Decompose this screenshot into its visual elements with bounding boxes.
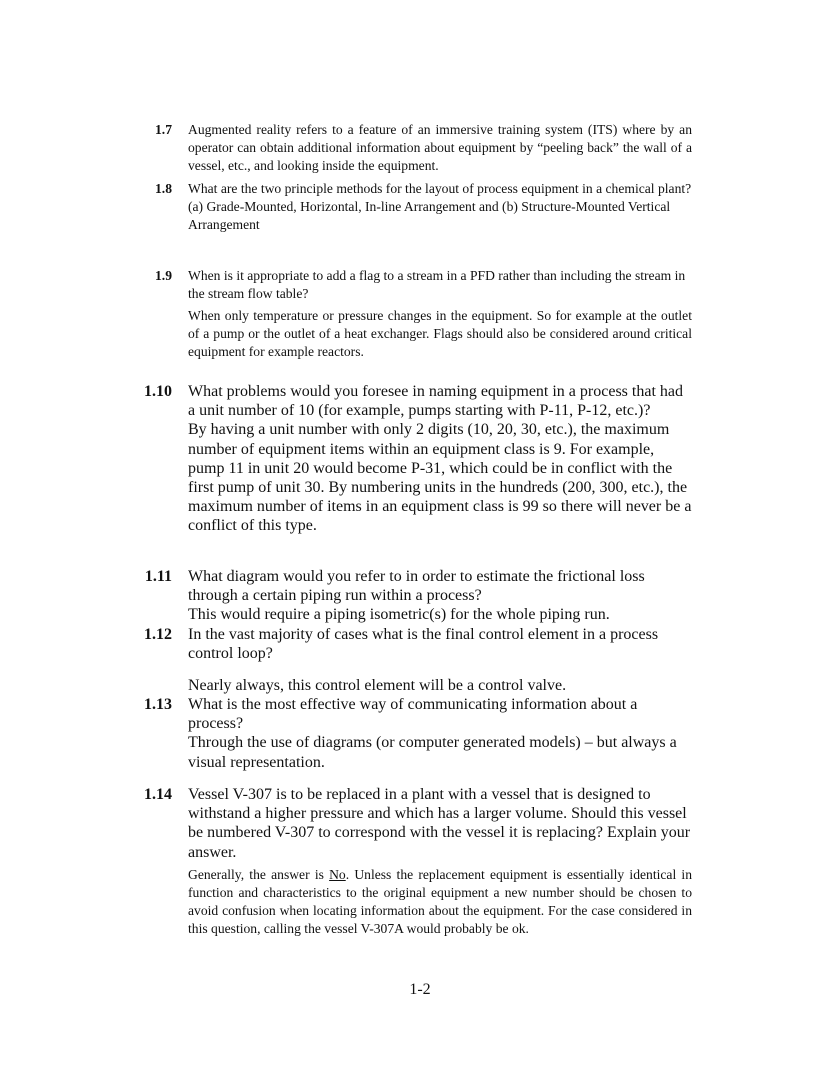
page-number: 1-2 bbox=[409, 981, 431, 998]
question-1-13 bbox=[140, 695, 692, 772]
question-text: In the vast majority of cases what is the final control element in a process control loop? bbox=[188, 626, 659, 663]
answer-text: This would require a piping isometric(s) for the whole piping run. bbox=[188, 606, 610, 624]
answer-post: . Unless the replacement equipment is essentially identical in function and characteristics to the original equipment a new number should be chosen to avoid confusion when locating information about the equipment. For the case considered in this question, calling the vessel V-307A would probably be ok. bbox=[188, 866, 693, 936]
question-number: 1.8 bbox=[155, 181, 172, 196]
question-text: Augmented reality refers to a feature of an immersive training system (ITS) where by an operator can obtain additional information about equipment by “peeling back” the wall of a vessel, etc., and looking inside the equipment. bbox=[188, 122, 692, 173]
question-1-14 bbox=[140, 785, 692, 938]
answer-text: (a) Grade-Mounted, Horizontal, In-line Arrangement and (b) Structure-Mounted Vertical Arrangement bbox=[188, 199, 671, 232]
question-1-8 bbox=[140, 180, 692, 234]
question-number: 1.12 bbox=[144, 626, 172, 643]
question-1-11 bbox=[140, 567, 692, 625]
question-number: 1.11 bbox=[144, 568, 172, 585]
question-number: 1.10 bbox=[144, 383, 172, 400]
question-1-12 bbox=[140, 625, 692, 696]
answer-text: Nearly always, this control element will be a control valve. bbox=[188, 677, 567, 695]
answer-pre: Generally, the answer is bbox=[188, 866, 330, 882]
question-text: When is it appropriate to add a flag to a stream in a PFD rather than including the stream in the stream flow table? bbox=[188, 268, 686, 301]
answer-emphasis: No bbox=[329, 866, 346, 882]
question-number: 1.9 bbox=[155, 268, 172, 283]
question-text: What diagram would you refer to in order to estimate the frictional loss through a certain piping run within a process? bbox=[188, 568, 645, 605]
question-1-7 bbox=[140, 121, 692, 175]
question-1-10 bbox=[140, 382, 692, 536]
question-1-9 bbox=[140, 267, 692, 361]
answer-text: By having a unit number with only 2 digits (10, 20, 30, etc.), the maximum number of equipment items within an equipment class is 9. For example, pump 11 in unit 20 would become P-31, which could be in conflict with the first pump of unit 30. By numbering units in the hundreds (200, 300, etc.), the maximum number of items in an equipment class is 99 so there will never be a conflict of this type. bbox=[188, 421, 692, 535]
question-number: 1.13 bbox=[144, 696, 172, 713]
question-number: 1.14 bbox=[144, 786, 172, 803]
question-text: What problems would you foresee in naming equipment in a process that had a unit number of 10 (for example, pumps starting with P-11, P-12, etc.)? bbox=[188, 383, 683, 420]
answer-text bbox=[188, 866, 692, 938]
question-text: Vessel V-307 is to be replaced in a plant with a vessel that is designed to withstand a higher pressure and which has a larger volume. Should this vessel be numbered V-307 to correspond with the vessel it is replacing? Explain your answer. bbox=[188, 786, 691, 861]
question-number: 1.7 bbox=[155, 122, 172, 137]
question-text: What are the two principle methods for the layout of process equipment in a chemical plant? bbox=[188, 181, 692, 196]
answer-text: When only temperature or pressure changes in the equipment. So for example at the outlet of a pump or the outlet of a heat exchanger. Flags should also be considered around critical equipment for example reactors. bbox=[188, 308, 692, 359]
answer-text: Through the use of diagrams (or computer generated models) – but always a visual representation. bbox=[188, 734, 677, 771]
question-text: What is the most effective way of communicating information about a process? bbox=[188, 696, 638, 733]
